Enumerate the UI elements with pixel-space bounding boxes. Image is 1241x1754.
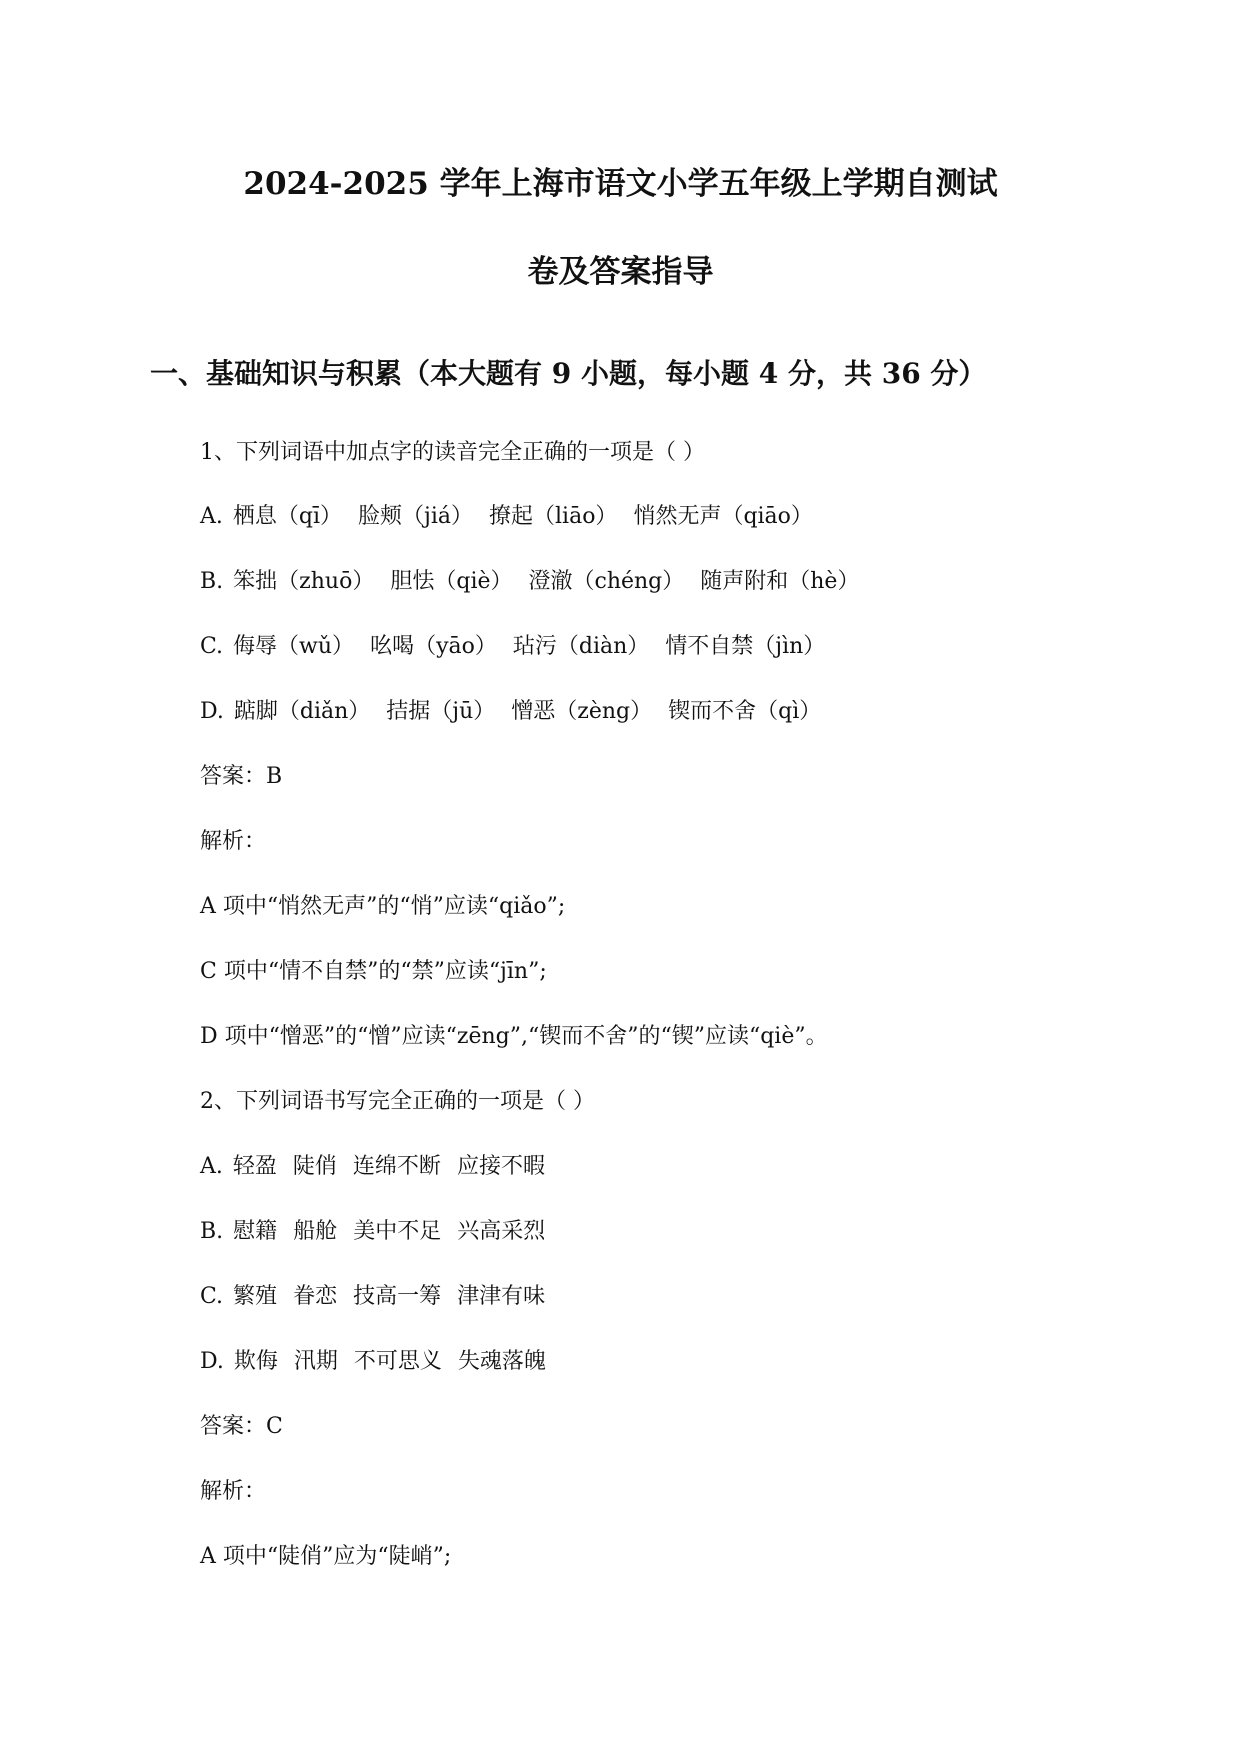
option-word: 船舱	[293, 1219, 338, 1244]
section-heading: 一、基础知识与积累（本大题有 9 小题，每小题 4 分，共 36 分）	[150, 357, 987, 390]
option-label: D.	[200, 699, 224, 724]
option-word: 随声附和（hè）	[700, 569, 860, 594]
option-word: 锲而不舍（qì）	[668, 699, 822, 724]
question-1-option-a	[200, 502, 829, 532]
option-label: A.	[200, 1154, 223, 1179]
option-label: D.	[200, 1349, 224, 1374]
option-label: B.	[200, 569, 224, 594]
option-word: 笨拙（zhuō）	[233, 569, 375, 594]
option-word: 悄然无声（qiāo）	[633, 504, 813, 529]
option-word: 憎恶（zèng）	[511, 699, 653, 724]
option-word: 汛期	[293, 1349, 338, 1374]
question-2-option-c	[200, 1282, 561, 1312]
option-word: 技高一筹	[353, 1284, 442, 1309]
option-label: C.	[200, 1284, 224, 1309]
option-word: 侮辱（wǔ）	[233, 634, 355, 659]
question-1-answer: 答案：B	[200, 764, 283, 789]
option-word: 眷恋	[293, 1284, 338, 1309]
option-word: 欺侮	[233, 1349, 278, 1374]
option-word: 轻盈	[232, 1154, 277, 1179]
option-word: 兴高采烈	[457, 1219, 546, 1244]
question-1-option-c	[200, 632, 841, 662]
document-title-line-2: 卷及答案指导	[527, 254, 714, 290]
question-1-analysis-line: A 项中“悄然无声”的“悄”应读“qiǎo”;	[200, 894, 566, 919]
option-word: 栖息（qī）	[232, 504, 343, 529]
question-2-stem: 2、下列词语书写完全正确的一项是（ ）	[200, 1089, 595, 1114]
option-word: 美中不足	[353, 1219, 442, 1244]
option-label: A.	[200, 504, 223, 529]
option-word: 澄澈（chéng）	[528, 569, 685, 594]
option-word: 拮据（jū）	[386, 699, 496, 724]
option-word: 撩起（liāo）	[489, 504, 618, 529]
option-word: 应接不暇	[456, 1154, 545, 1179]
option-word: 津津有味	[457, 1284, 546, 1309]
question-2-answer: 答案：C	[200, 1414, 283, 1439]
question-1-analysis-label: 解析：	[200, 829, 267, 854]
option-word: 踮脚（diǎn）	[233, 699, 371, 724]
question-1-option-b	[200, 567, 875, 597]
option-word: 失魂落魄	[457, 1349, 546, 1374]
question-1-analysis-line: D 项中“憎恶”的“憎”应读“zēng”,“锲而不舍”的“锲”应读“qiè”。	[200, 1024, 828, 1049]
option-label: B.	[200, 1219, 224, 1244]
question-2-analysis-label: 解析：	[200, 1479, 267, 1504]
document-title-line-1: 2024-2025 学年上海市语文小学五年级上学期自测试	[243, 166, 998, 202]
question-1-stem: 1、下列词语中加点字的读音完全正确的一项是（ ）	[200, 440, 705, 465]
option-word: 繁殖	[233, 1284, 278, 1309]
option-word: 吆喝（yāo）	[370, 634, 497, 659]
question-1-analysis-line: C 项中“情不自禁”的“禁”应读“jīn”;	[200, 959, 547, 984]
question-1-option-d	[200, 697, 837, 727]
option-word: 脸颊（jiá）	[358, 504, 473, 529]
option-word: 胆怯（qiè）	[390, 569, 513, 594]
option-label: C.	[200, 634, 224, 659]
option-word: 情不自禁（jìn）	[665, 634, 826, 659]
option-word: 连绵不断	[352, 1154, 441, 1179]
option-word: 不可思义	[353, 1349, 442, 1374]
option-word: 玷污（diàn）	[512, 634, 650, 659]
question-2-option-a	[200, 1152, 561, 1182]
question-2-option-b	[200, 1217, 561, 1247]
question-2-analysis-line: A 项中“陡俏”应为“陡峭”;	[200, 1544, 452, 1569]
option-word: 陡俏	[292, 1154, 337, 1179]
option-word: 慰籍	[233, 1219, 278, 1244]
question-2-option-d	[200, 1347, 562, 1377]
